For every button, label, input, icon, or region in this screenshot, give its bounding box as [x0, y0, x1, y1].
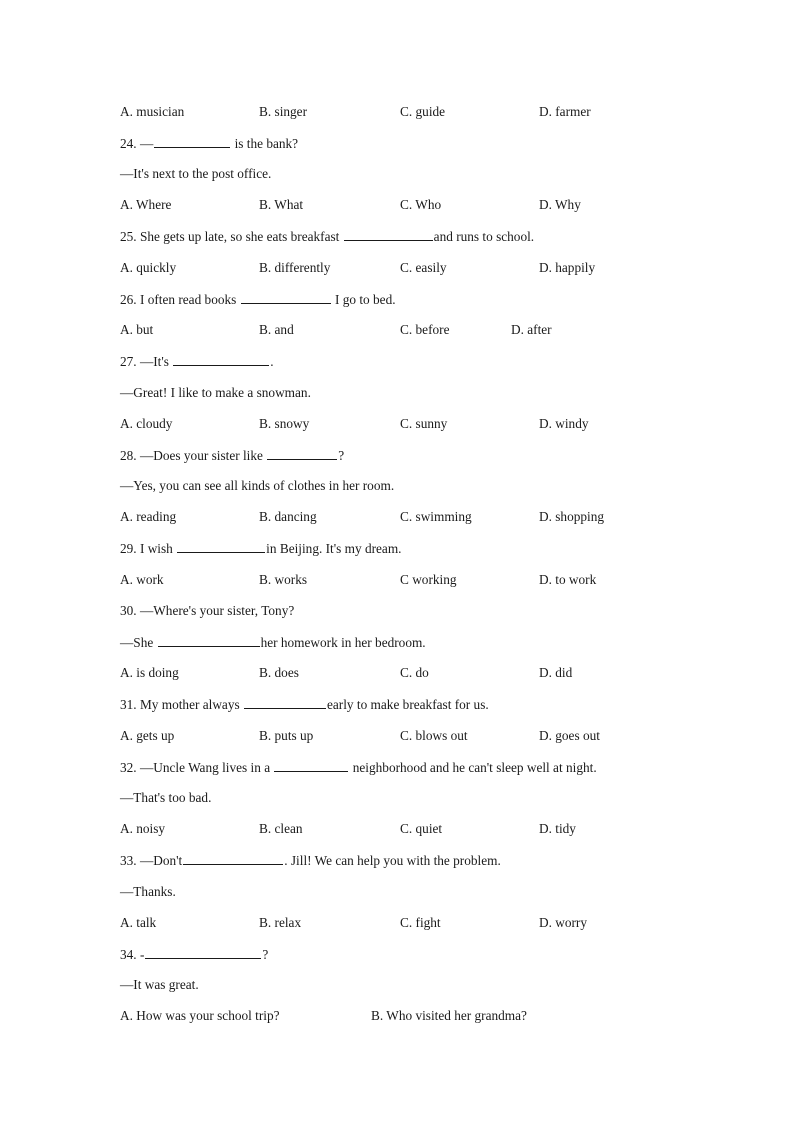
- reply-text-rest: her homework in her bedroom.: [260, 635, 426, 650]
- question-32: [120, 759, 597, 776]
- option-a: A. quickly: [120, 260, 177, 275]
- option-c: C. guide: [400, 104, 446, 119]
- dialogue-reply: —Great! I like to make a snowman.: [120, 385, 311, 400]
- reply-text: —She: [120, 635, 154, 650]
- question-text: 28. —Does your sister like: [120, 448, 263, 463]
- dialogue-reply: —That's too bad.: [120, 790, 212, 805]
- answer-blank: [244, 696, 326, 709]
- question-text-rest: . Jill! We can help you with the problem.: [284, 853, 501, 868]
- answer-blank: [177, 540, 265, 553]
- option-d: D. windy: [539, 416, 589, 431]
- question-26: [120, 291, 396, 308]
- question-text: 33. —Don't: [120, 853, 183, 868]
- answer-blank: [183, 852, 283, 865]
- question-text-rest: I go to bed.: [334, 292, 396, 307]
- option-b: B. What: [259, 197, 304, 212]
- option-b: B. Who visited her grandma?: [371, 1008, 527, 1023]
- question-text-rest: .: [270, 354, 274, 369]
- question-34: [120, 946, 268, 963]
- option-d: D. after: [511, 322, 552, 337]
- question-33: [120, 852, 501, 869]
- option-b: B. snowy: [259, 416, 310, 431]
- answer-blank: [158, 634, 260, 647]
- option-c: C. fight: [400, 915, 441, 930]
- option-d: D. did: [539, 665, 573, 680]
- dialogue-reply: —Yes, you can see all kinds of clothes in her room.: [120, 478, 395, 493]
- option-d: D. shopping: [539, 509, 605, 524]
- option-b: B. works: [259, 572, 308, 587]
- option-c: C. blows out: [400, 728, 468, 743]
- option-a: A. talk: [120, 915, 157, 930]
- answer-blank: [173, 353, 269, 366]
- option-d: D. happily: [539, 260, 596, 275]
- answer-blank: [154, 135, 230, 148]
- option-b: B. dancing: [259, 509, 317, 524]
- question-text: is the bank?: [234, 136, 299, 151]
- option-b: B. puts up: [259, 728, 314, 743]
- question-text: 31. My mother always: [120, 697, 240, 712]
- question-text-rest: ?: [338, 448, 345, 463]
- option-b: B. differently: [259, 260, 331, 275]
- option-b: B. does: [259, 665, 299, 680]
- answer-blank: [267, 447, 337, 460]
- option-d: D. Why: [539, 197, 581, 212]
- question-text: 26. I often read books: [120, 292, 237, 307]
- question-27: [120, 353, 274, 370]
- question-25: [120, 228, 534, 245]
- option-d: D. tidy: [539, 821, 576, 836]
- option-c: C. quiet: [400, 821, 443, 836]
- question-28: [120, 447, 344, 464]
- option-a: A. cloudy: [120, 416, 173, 431]
- answer-blank: [241, 291, 331, 304]
- question-number: 24. —: [120, 136, 154, 151]
- answer-blank: [274, 759, 348, 772]
- option-a: A. is doing: [120, 665, 179, 680]
- option-d: D. goes out: [539, 728, 600, 743]
- dialogue-reply: [120, 634, 426, 651]
- question-31: [120, 696, 489, 713]
- option-b: B. relax: [259, 915, 302, 930]
- option-a: A. gets up: [120, 728, 175, 743]
- option-d: D. worry: [539, 915, 588, 930]
- question-text-rest: and runs to school.: [433, 229, 535, 244]
- option-a: A. reading: [120, 509, 177, 524]
- option-c: C. easily: [400, 260, 447, 275]
- option-d: D. to work: [539, 572, 597, 587]
- question-text: 25. She gets up late, so she eats breakfast: [120, 229, 340, 244]
- option-a: A. but: [120, 322, 154, 337]
- option-a: A. musician: [120, 104, 185, 119]
- dialogue-reply: —It's next to the post office.: [120, 166, 272, 181]
- option-a: A. noisy: [120, 821, 166, 836]
- option-c: C. before: [400, 322, 450, 337]
- question-29: [120, 540, 402, 557]
- question-text: 32. —Uncle Wang lives in a: [120, 760, 271, 775]
- question-text: 34. -: [120, 947, 145, 962]
- option-c: C. Who: [400, 197, 442, 212]
- dialogue-reply: —It was great.: [120, 977, 199, 992]
- option-a: A. Where: [120, 197, 172, 212]
- option-b: B. and: [259, 322, 294, 337]
- answer-blank: [344, 228, 433, 241]
- option-c: C. sunny: [400, 416, 448, 431]
- dialogue-reply: —Thanks.: [120, 884, 176, 899]
- option-a: A. How was your school trip?: [120, 1008, 280, 1023]
- option-c: C. do: [400, 665, 429, 680]
- answer-blank: [145, 946, 261, 959]
- question-text-rest: neighborhood and he can't sleep well at night.: [352, 760, 597, 775]
- option-b: B. clean: [259, 821, 303, 836]
- question-text-rest: in Beijing. It's my dream.: [266, 541, 402, 556]
- option-d: D. farmer: [539, 104, 591, 119]
- question-text: 27. —It's: [120, 354, 169, 369]
- question-text-rest: ?: [262, 947, 269, 962]
- question-24: [120, 135, 298, 152]
- question-30: 30. —Where's your sister, Tony?: [120, 603, 295, 618]
- option-c: C working: [400, 572, 457, 587]
- option-a: A. work: [120, 572, 164, 587]
- question-text-rest: early to make breakfast for us.: [326, 697, 489, 712]
- option-b: B. singer: [259, 104, 308, 119]
- question-text: 29. I wish: [120, 541, 173, 556]
- option-c: C. swimming: [400, 509, 472, 524]
